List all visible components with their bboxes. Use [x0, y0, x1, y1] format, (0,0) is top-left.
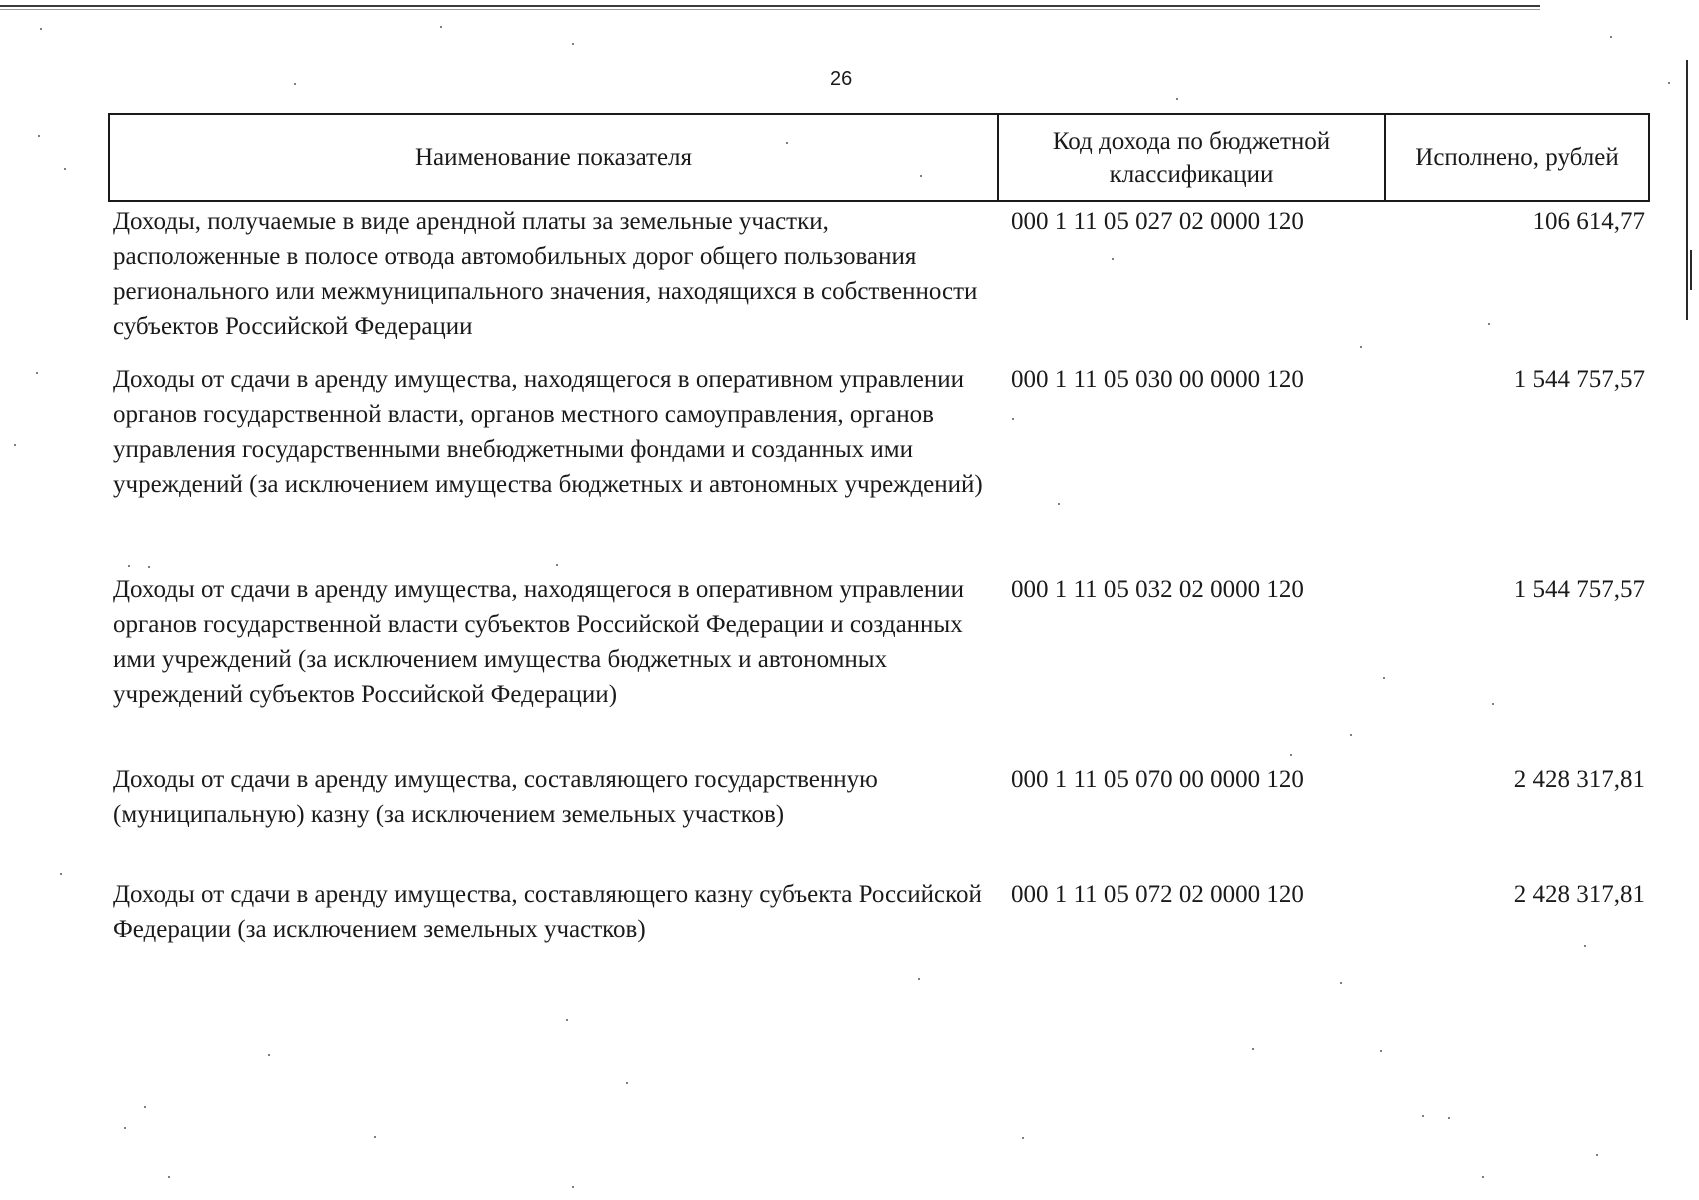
scan-speck	[144, 1106, 146, 1108]
header-name: Наименование показателя	[109, 114, 998, 201]
row-name: Доходы от сдачи в аренду имущества, составляющего государственную (муниципальную) казну (за исключением земельных участков)	[113, 766, 878, 828]
scan-speck	[440, 26, 442, 28]
scan-speck	[920, 175, 922, 177]
scan-speck	[556, 564, 558, 566]
scan-speck	[1448, 1117, 1450, 1119]
page-number: 26	[830, 68, 853, 90]
table-row	[109, 877, 1649, 957]
table-row	[109, 362, 1649, 572]
table-row	[109, 572, 1649, 762]
table-row	[109, 201, 1649, 362]
scan-speck	[1596, 1154, 1598, 1156]
scan-speck	[36, 372, 38, 374]
header-row	[109, 114, 1649, 201]
scan-speck	[294, 83, 296, 85]
scan-speck	[1290, 754, 1292, 756]
table-body	[109, 201, 1649, 957]
scan-speck	[1340, 982, 1342, 984]
scan-speck	[60, 873, 62, 875]
scan-speck	[1176, 98, 1178, 100]
scan-speck	[40, 28, 42, 30]
row-executed: 1 544 757,57	[1513, 576, 1645, 603]
scan-border-top	[0, 5, 1540, 7]
scan-speck	[1252, 1048, 1254, 1050]
row-code: 000 1 11 05 027 02 0000 120	[1011, 208, 1304, 235]
scan-speck	[128, 565, 130, 567]
scan-speck	[1488, 323, 1490, 325]
scan-speck	[1012, 418, 1014, 420]
scan-speck	[572, 43, 574, 45]
row-code: 000 1 11 05 072 02 0000 120	[1011, 881, 1304, 908]
row-executed: 106 614,77	[1532, 208, 1645, 235]
row-executed: 2 428 317,81	[1513, 766, 1645, 793]
table-header	[109, 114, 1649, 201]
scan-speck	[268, 1054, 270, 1056]
scan-speck	[14, 444, 16, 446]
scan-border-top-secondary	[0, 9, 1540, 10]
header-executed: Исполнено, рублей	[1385, 114, 1649, 201]
revenue-table	[108, 113, 1650, 957]
scan-border-right-secondary	[1690, 250, 1692, 290]
scan-speck	[786, 142, 788, 144]
scan-speck	[124, 1127, 126, 1129]
scan-speck	[1058, 503, 1060, 505]
scan-speck	[566, 1019, 568, 1021]
row-executed: 1 544 757,57	[1513, 366, 1645, 393]
row-name: Доходы от сдачи в аренду имущества, составляющего казну субъекта Российской Федерации (за исключением земельных участков)	[113, 881, 982, 943]
row-code: 000 1 11 05 030 00 0000 120	[1011, 366, 1304, 393]
scan-speck	[148, 566, 150, 568]
scan-speck	[1360, 346, 1362, 348]
scan-speck	[1022, 1137, 1024, 1139]
scan-speck	[572, 1186, 574, 1188]
table-row	[109, 762, 1649, 877]
scan-speck	[38, 135, 40, 137]
scan-speck	[168, 1176, 170, 1178]
scan-speck	[1422, 1115, 1424, 1117]
row-name: Доходы от сдачи в аренду имущества, находящегося в оперативном управлении органов государственной власти, органов местного самоуправления, органов управления государственными внебюджетными фондами и созданных ими учреждений (за исключением имущества бюджетных и автономных учреждений)	[113, 366, 983, 498]
scan-speck	[64, 168, 66, 170]
scan-speck	[1492, 703, 1494, 705]
scan-speck	[1380, 1050, 1382, 1052]
row-name: Доходы, получаемые в виде арендной платы за земельные участки, расположенные в полосе отвода автомобильных дорог общего пользования регионального или межмуниципального значения, находящихся в собственности субъектов Российской Федерации	[113, 208, 978, 340]
scan-speck	[1610, 36, 1612, 38]
scan-speck	[1584, 945, 1586, 947]
scan-speck	[918, 978, 920, 980]
scan-speck	[1350, 734, 1352, 736]
row-code: 000 1 11 05 070 00 0000 120	[1011, 766, 1304, 793]
scan-speck	[374, 1136, 376, 1138]
scan-border-right	[1686, 60, 1688, 320]
row-name: Доходы от сдачи в аренду имущества, находящегося в оперативном управлении органов государственной власти субъектов Российской Федерации и созданных ими учреждений (за исключением имущества бюджетных и автономных учреждений субъектов Российской Федерации)	[113, 576, 965, 708]
scan-speck	[1112, 258, 1114, 260]
row-code: 000 1 11 05 032 02 0000 120	[1011, 576, 1304, 603]
row-executed: 2 428 317,81	[1513, 881, 1645, 908]
scan-speck	[626, 1082, 628, 1084]
scan-speck	[1383, 677, 1385, 679]
scan-speck	[1668, 82, 1670, 84]
scan-speck	[1482, 1176, 1484, 1178]
header-code: Код дохода по бюджетной классификации	[998, 114, 1385, 201]
